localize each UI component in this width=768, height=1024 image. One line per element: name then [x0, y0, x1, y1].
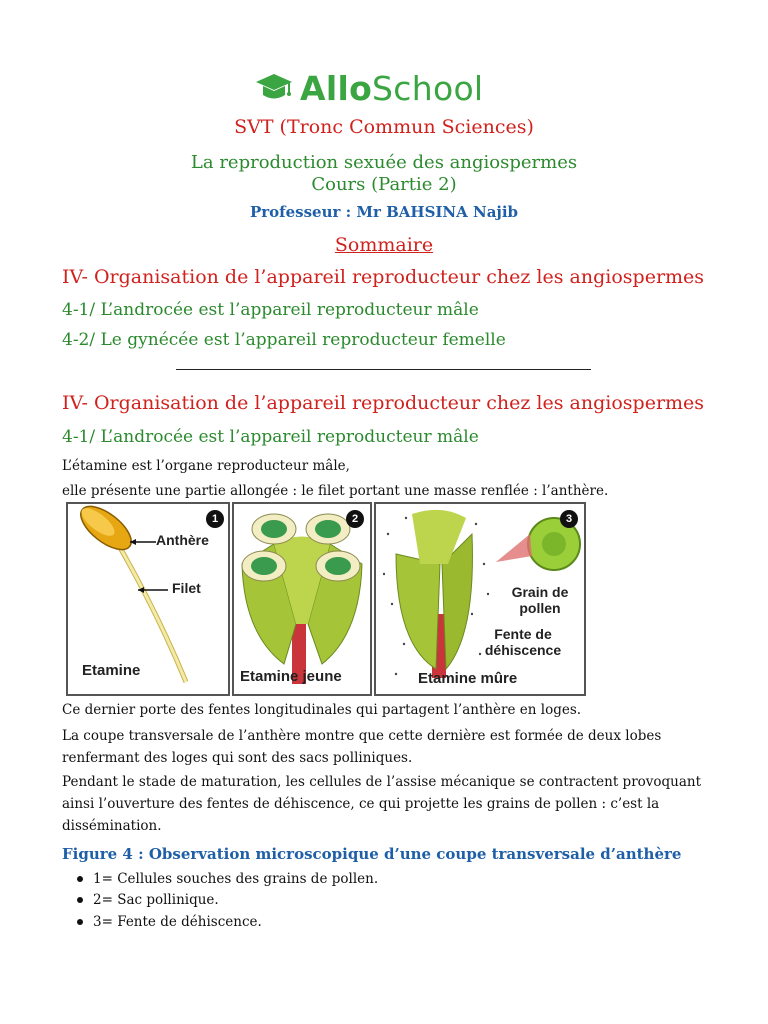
- paragraph: La coupe transversale de l’anthère montre que cette dernière est formée de deux lobes: [62, 728, 662, 744]
- paragraph: L’étamine est l’organe reproducteur mâle,: [62, 458, 350, 474]
- label-etamine-jeune: Etamine jeune: [240, 668, 342, 685]
- summary-title: Sommaire: [334, 234, 434, 256]
- graduation-cap-icon: [254, 71, 294, 105]
- label-grain-de-pollen: [510, 584, 570, 616]
- summary-section: IV- Organisation de l’appareil reproducteur chez les angiospermes: [62, 266, 705, 288]
- bullet-icon: [77, 919, 83, 925]
- paragraph: Pendant le stade de maturation, les cellules de l’assise mécanique se contractent provoquant: [62, 774, 702, 790]
- panel-number-badge: 1: [206, 510, 224, 528]
- chapter-part: Cours (Partie 2): [311, 174, 457, 195]
- divider: [176, 369, 591, 370]
- label-etamine-mure: Etamine mûre: [418, 670, 518, 687]
- professor-name: Professeur : Mr BAHSINA Najib: [249, 203, 519, 221]
- subsection-title: 4-1/ L’androcée est l’appareil reproducteur mâle: [62, 427, 479, 447]
- subject-title: SVT (Tronc Commun Sciences): [234, 116, 534, 138]
- figure-panel-etamine: [66, 502, 230, 696]
- summary-item: 4-1/ L’androcée est l’appareil reproducteur mâle: [62, 300, 479, 320]
- bullet-icon: [77, 876, 83, 882]
- paragraph: ainsi l’ouverture des fentes de déhiscence, ce qui projette les grains de pollen : c’est la: [62, 796, 660, 812]
- list-item-text: 1= Cellules souches des grains de pollen.: [93, 870, 379, 887]
- logo-text-school: School: [372, 68, 484, 108]
- paragraph: elle présente une partie allongée : le filet portant une masse renflée : l’anthère.: [62, 483, 609, 499]
- label-grain-line1: Grain de: [511, 584, 569, 600]
- panel-number-badge: 2: [346, 510, 364, 528]
- chapter-title: La reproduction sexuée des angiospermes: [190, 152, 578, 173]
- list-item: [62, 868, 378, 890]
- section-title: IV- Organisation de l’appareil reproducteur chez les angiospermes: [62, 392, 705, 414]
- panel-number-badge: 3: [560, 510, 578, 528]
- alloschool-logo: [254, 66, 483, 110]
- label-fente-de-dehiscence: [480, 626, 566, 658]
- logo-text: [300, 69, 483, 108]
- bullet-list: [62, 868, 378, 933]
- label-fente-line1: Fente de: [494, 626, 552, 642]
- label-fente-line2: déhiscence: [484, 642, 562, 658]
- summary-item: 4-2/ Le gynécée est l’appareil reproducteur femelle: [62, 330, 506, 350]
- paragraph: Ce dernier porte des fentes longitudinales qui partagent l’anthère en loges.: [62, 702, 582, 718]
- paragraph: dissémination.: [62, 818, 162, 834]
- list-item: [62, 890, 378, 912]
- label-etamine: Etamine: [82, 662, 141, 679]
- figure-panel-etamine-jeune: [232, 502, 372, 696]
- label-grain-line2: pollen: [519, 600, 561, 616]
- label-filet: Filet: [172, 580, 201, 596]
- bullet-icon: [77, 897, 83, 903]
- list-item-text: 3= Fente de déhiscence.: [93, 913, 262, 930]
- figure-panel-etamine-mure: [374, 502, 586, 696]
- logo-text-allo: Allo: [300, 68, 373, 108]
- paragraph: renfermant des loges qui sont des sacs polliniques.: [62, 750, 413, 766]
- list-item-text: 2= Sac pollinique.: [93, 892, 219, 909]
- list-item: [62, 911, 378, 933]
- etamine-jeune-illustration: [234, 504, 370, 694]
- label-anthere: Anthère: [156, 532, 209, 548]
- figure-caption: Figure 4 : Observation microscopique d’une coupe transversale d’anthère: [62, 845, 682, 863]
